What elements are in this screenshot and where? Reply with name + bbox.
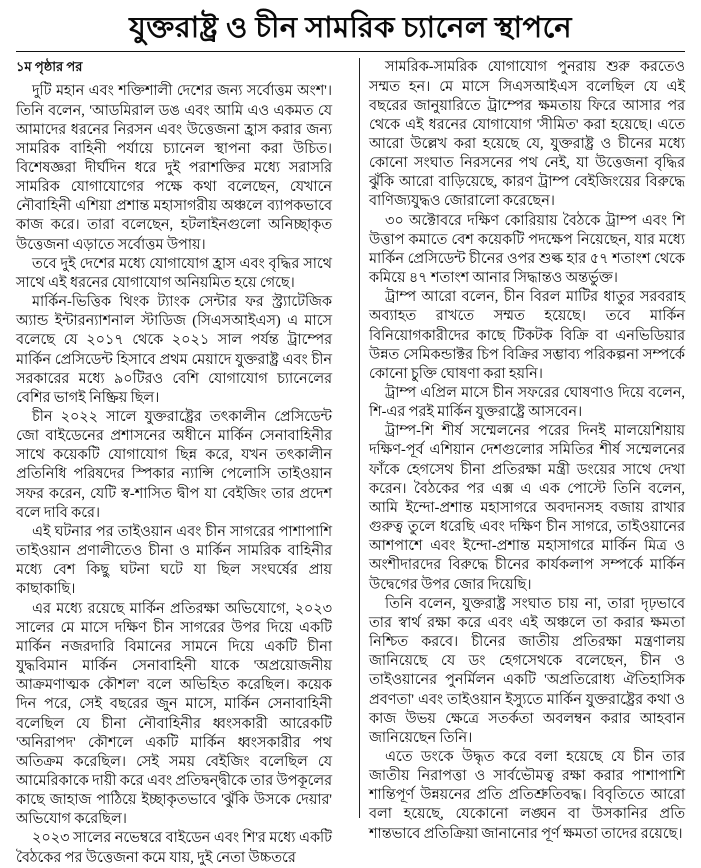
- paragraph: ট্রাম্প এপ্রিল মাসে চীন সফরের ঘোষণাও দিয়ে বলেন, শি-এর পরই মার্কিন যুক্তরাষ্ট্রে আসবেন।: [369, 385, 685, 421]
- headline-divider: [16, 51, 685, 52]
- right-column: [359, 58, 685, 842]
- paragraph: চীন ২০২২ সালে যুক্তরাষ্ট্রের তৎকালীন প্রেসিডেন্ট জো বাইডেনের প্রশাসনের অধীনে মার্কিন সেনাবাহিনীর সাথে কয়েকটি যোগাযোগ ছিন্ন করে, যখন তৎকালীন প্রতিনিধি পরিষদের স্পিকার ন্যান্সি পেলোসি তাইওয়ান সফর করেন, যেটি স্ব-শাসিত দ্বীপ যা বেইজিং তার প্রদেশ বলে দাবি করে।: [16, 409, 332, 521]
- paragraph: তিনি বলেন, যুক্তরাষ্ট্র সংঘাত চায় না, তারা দৃঢ়ভাবে তার স্বার্থ রক্ষা করে এবং এই অঞ্চলে তা করার ক্ষমতা নিশ্চিত করবে। চীনের জাতীয় প্রতিরক্ষা মন্ত্রণালয় জানিয়েছে যে ডং হেগসেথকে বলেছেন, চীন ও তাইওয়ানের পুনর্মিলন একটি 'অপ্রতিরোধ্য ঐতিহাসিক প্রবণতা' এবং তাইওয়ান ইস্যুতে মার্কিন যুক্তরাষ্ট্রের কথা ও কাজ উভয় ক্ষেত্রে সতর্কতা অবলম্বন করার আহবান জানিয়েছেন তিনি।: [369, 595, 685, 746]
- article-columns: [16, 58, 685, 866]
- paragraph: দুটি মহান এবং শক্তিশালী দেশের জন্য সর্বোত্তম অংশ'। তিনি বলেন, 'আডমিরাল ডঙ এবং আমি এও একমত যে আমাদের ধরনের নিরসন এবং উত্তেজনা হ্রাস করার জন্য সামরিক বাহিনী পর্যায়ে চ্যানেল স্থাপনা করা উচিত। বিশেষজ্ঞরা দীর্ঘদিন ধরে দুই পরাশক্তির মধ্যে সরাসরি সামরিক যোগাযোগের পক্ষে কথা বলেছেন, যেখানে নৌবাহিনী এশিয়া প্রশান্ত মহাসাগরীয় অঞ্চলে ব্যাপকভাবে কাজ করে। তারা বলেছেন, হটলাইনগুলো অনিচ্ছাকৃত উত্তেজনা এড়াতে সর্বোত্তম উপায়।: [16, 83, 332, 253]
- paragraph: ট্রাম্প আরো বলেন, চীন বিরল মাটির ধাতুর সরবরাহ অব্যাহত রাখতে সম্মত হয়েছে। তবে মার্কিন বিনিয়োগকারীদের কাছে টিকটক বিক্রি বা এনভিডিয়ার উন্নত সেমিকন্ডাক্টর চিপ বিক্রির সম্ভাব্য পরিকল্পনা সম্পর্কে কোনো চুক্তি ঘোষণা করা হয়নি।: [369, 289, 685, 382]
- paragraph: তবে দুই দেশের মধ্যে যোগাযোগ হ্রাস এবং বৃদ্ধির সাথে সাথে এই ধরনের যোগাযোগ অনিয়মিত হয়ে গেছে।: [16, 255, 332, 291]
- paragraph: মার্কিন-ভিত্তিক থিংক ট্যাংক সেন্টার ফর স্ট্র্যাটেজিক অ্যান্ড ইন্টারন্যাশনাল স্টাডিজ (সিএসআইএস) এ মাসে বলেছে যে ২০১৭ থেকে ২০২১ সাল পর্যন্ত ট্রাম্পের মার্কিন প্রেসিডেন্ট হিসাবে প্রথম মেয়াদে যুক্তরাষ্ট্র এবং চীন সরকারের মধ্যে ৯০টিরও বেশি যোগাযোগ চ্যানেলের বেশির ভাগই নিষ্ক্রিয় ছিল।: [16, 294, 332, 406]
- paragraph: এর মধ্যে রয়েছে মার্কিন প্রতিরক্ষা অভিযোগে, ২০২৩ সালের মে মাসে দক্ষিণ চীন সাগরের উপর দিয়ে একটি মার্কিন নজরদারি বিমানের সামনে দিয়ে একটি চীনা যুদ্ধবিমান মার্কিন সেনাবাহিনী যাকে 'অপ্রয়োজনীয় আক্রমণাত্মক কৌশল' বলে অভিহিত করেছিল। কয়েক দিন পরে, সেই বছরের জুন মাসে, মার্কিন সেনাবাহিনী বলেছিল যে চীনা নৌবাহিনীর ধ্বংসকারী আরেকটি 'অনিরাপদ' কৌশলে একটি মার্কিন ধ্বংসকারীর পথ অতিক্রম করেছিল। সেই সময় বেইজিং বলেছিল যে আমেরিকাকে দায়ী করে এবং প্রতিদ্বন্দ্বীকে তার উপকূলের কাছে জাহাজ পাঠিয়ে ইচ্ছাকৃতভাবে 'ঝুঁকি উসকে দেয়ার' অভিযোগ করেছিল।: [16, 600, 332, 828]
- paragraph: এই ঘটনার পর তাইওয়ান এবং চীন সাগরের পাশাপাশি তাইওয়ান প্রণালীতেও চীনা ও মার্কিন সামরিক বাহিনীর মধ্যে বেশ কিছু ঘটনা ঘটে যা ছিল সংঘর্ষের প্রায় কাছাকাছি।: [16, 523, 332, 598]
- paragraph: ২০২৩ সালের নভেম্বরে বাইডেন এবং শি'র মধ্যে একটি বৈঠকের পর উত্তেজনা কমে যায়, দুই নেতা উচ্চতরে: [16, 830, 332, 866]
- paragraph: ট্রাম্প-শি শীর্ষ সম্মেলনের পরের দিনই মালয়েশিয়ায় দক্ষিণ-পূর্ব এশিয়ান দেশগুলোর সমিতির শীর্ষ সম্মেলনের ফাঁকে হেগসেথ চীনা প্রতিরক্ষা মন্ত্রী ডংয়ের সাথে দেখা করেন। বৈঠকের পর এক্স এ এক পোস্টে তিনি বলেন, আমি ইন্দো-প্রশান্ত মহাসাগরে অবদানসহ বজায় রাখার গুরুত্ব তুলে ধরেছি এবং দক্ষিণ চীন সাগরে, তাইওয়ানের আশপাশে এবং ইন্দো-প্রশান্ত মহাসাগরে মার্কিন মিত্র ও অংশীদারদের বিরুদ্ধে চীনের কার্যকলাপ সম্পর্কে মার্কিন উদ্বেগের উপর জোর দিয়েছি।: [369, 423, 685, 593]
- paragraph: এতে ডংকে উদ্ধৃত করে বলা হয়েছে যে চীন তার জাতীয় নিরাপত্তা ও সার্বভৌমত্ব রক্ষা করার পাশাপাশি শান্তিপূর্ণ উন্নয়নের প্রতি প্রতিশ্রুতিবদ্ধ। বিবৃতিতে আরো বলা হয়েছে, যেকোনো লঙ্ঘন বা উসকানির প্রতি শান্তভাবে প্রতিক্রিয়া জানানোর পূর্ণ ক্ষমতা তাদের রয়েছে।: [369, 748, 685, 842]
- paragraph: সামরিক-সামরিক যোগাযোগ পুনরায় শুরু করতেও সম্মত হন। মে মাসে সিএসআইএস বলেছিল যে এই বছরের জানুয়ারিতে ট্রাম্পের ক্ষমতায় ফিরে আসার পর থেকে এই ধরনের যোগাযোগ 'সীমিত' করা হয়েছে। এতে আরো উল্লেখ করা হয়েছে যে, যুক্তরাষ্ট্র ও চীনের মধ্যে কোনো সংঘাত নিরসনের পথ নেই, যা উত্তেজনা বৃদ্ধির ঝুঁকি আরো বাড়িয়েছে, কারণ ট্রাম্প বেইজিংয়ের বিরুদ্ধে বাণিজ্যযুদ্ধও জোরালো করেছেন।: [369, 59, 685, 210]
- left-column: [16, 58, 341, 866]
- page-title: যুক্তরাষ্ট্র ও চীন সামরিক চ্যানেল স্থাপনে: [129, 12, 572, 44]
- continuation-kicker: ১ম পৃষ্ঠার পর: [16, 59, 83, 75]
- paragraph: ৩০ অক্টোবরে দক্ষিণ কোরিয়ায় বৈঠকে ট্রাম্প এবং শি উত্তাপ কমাতে বেশ কয়েকটি পদক্ষেপ নিয়েছেন, যার মধ্যে মার্কিন প্রেসিডেন্ট চীনের ওপর শুল্ক হার ৫৭ শতাংশ থেকে কমিয়ে ৪৭ শতাংশ আনার সিদ্ধান্তও অন্তর্ভুক্ত।: [369, 212, 685, 287]
